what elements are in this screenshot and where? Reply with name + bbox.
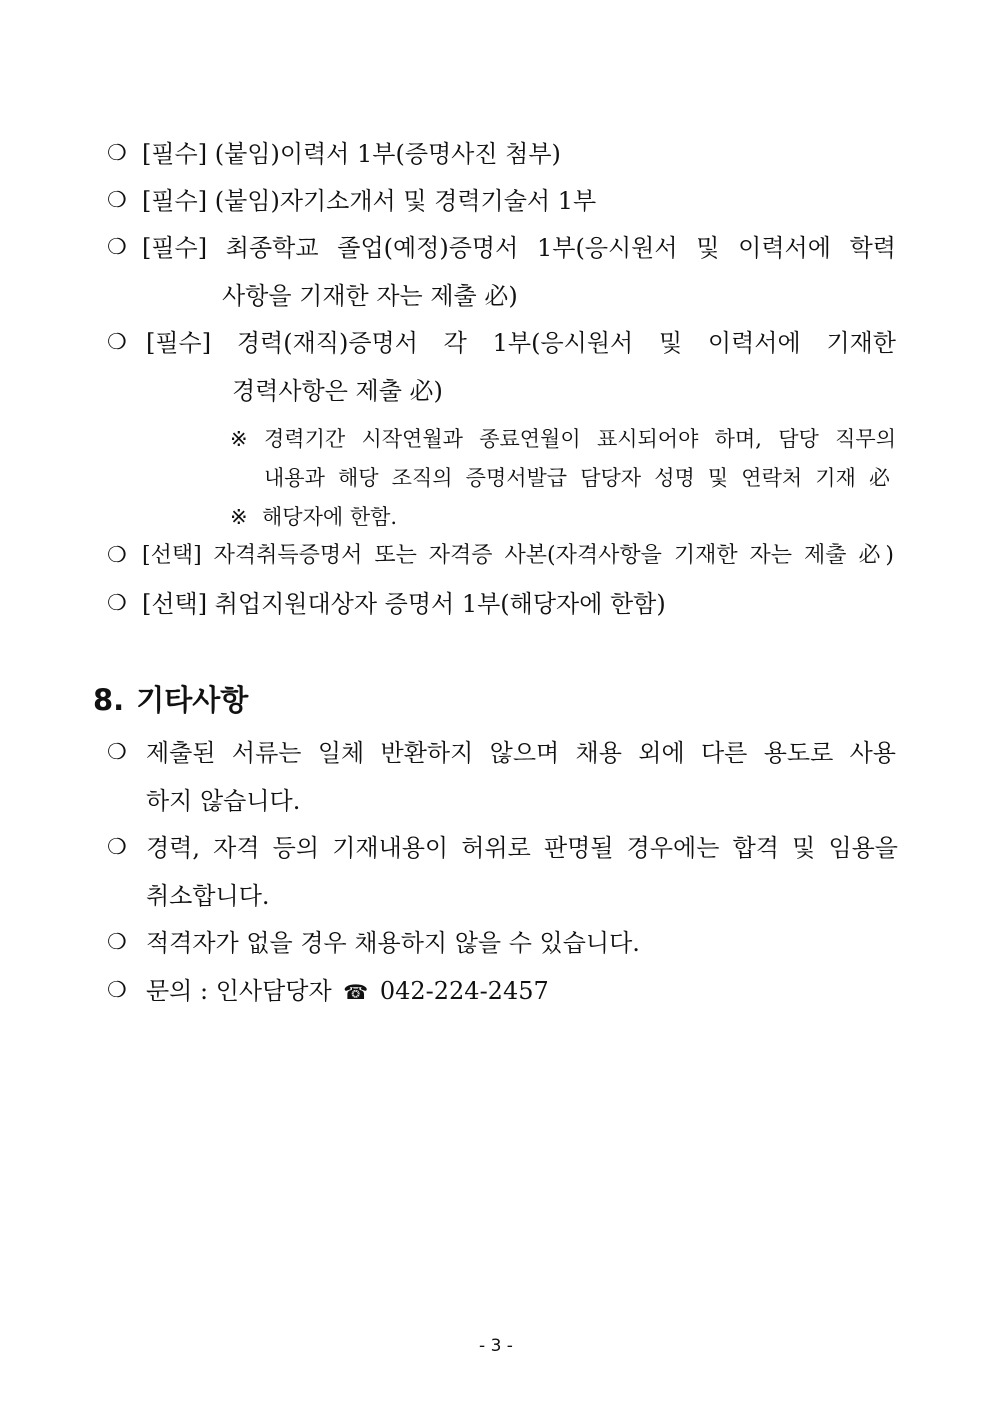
contact-label: 문의 : 인사담당자 xyxy=(146,977,332,1005)
item-text: [선택] 자격취득증명서 또는 자격증 사본(자격사항을 기재한 자는 제출 必) xyxy=(142,543,894,568)
item-text: [필수] (붙임)이력서 1부(증명사진 첨부) xyxy=(142,140,561,168)
item-text-continued: 취소합니다. xyxy=(146,882,270,910)
item-text: [필수] 경력(재직)증명서 각 1부(응시원서 및 이력서에 기재한 xyxy=(146,329,896,357)
note-mark-icon: ※ xyxy=(230,505,248,529)
bullet-icon: ❍ xyxy=(107,141,127,166)
bullet-icon: ❍ xyxy=(107,330,127,355)
bullet-icon: ❍ xyxy=(107,740,127,765)
item-text-continued: 하지 않습니다. xyxy=(146,787,301,815)
section-number: 8. xyxy=(93,683,125,717)
phone-number: 042-224-2457 xyxy=(379,977,549,1005)
contact-text xyxy=(146,976,549,1007)
item-text: [선택] 취업지원대상자 증명서 1부(해당자에 한함) xyxy=(142,590,666,618)
bullet-icon: ❍ xyxy=(107,835,127,860)
telephone-icon: ☎ xyxy=(343,980,369,1004)
page-number: - 3 - xyxy=(479,1336,513,1356)
note-text: 해당자에 한함. xyxy=(262,505,398,529)
bullet-icon: ❍ xyxy=(107,543,127,568)
note-text: 경력기간 시작연월과 종료연월이 표시되어야 하며, 담당 직무의 xyxy=(264,427,896,451)
section-heading xyxy=(93,683,248,717)
bullet-icon: ❍ xyxy=(107,978,127,1003)
bullet-icon: ❍ xyxy=(107,930,127,955)
item-text: 제출된 서류는 일체 반환하지 않으며 채용 외에 다른 용도로 사용 xyxy=(146,739,896,767)
bullet-icon: ❍ xyxy=(107,591,127,616)
item-text-continued: 경력사항은 제출 必) xyxy=(232,377,443,405)
bullet-icon: ❍ xyxy=(107,235,127,260)
item-text-continued: 사항을 기재한 자는 제출 必) xyxy=(222,282,518,310)
item-text: [필수] (붙임)자기소개서 및 경력기술서 1부 xyxy=(142,187,597,215)
section-title: 기타사항 xyxy=(136,683,249,717)
note-mark-icon: ※ xyxy=(230,427,248,451)
item-text: 경력, 자격 등의 기재내용이 허위로 판명될 경우에는 합격 및 임용을 xyxy=(146,834,898,862)
item-text: 적격자가 없을 경우 채용하지 않을 수 있습니다. xyxy=(146,929,640,957)
item-text: [필수] 최종학교 졸업(예정)증명서 1부(응시원서 및 이력서에 학력 xyxy=(142,234,896,262)
note-text-continued: 내용과 해당 조직의 증명서발급 담당자 성명 및 연락처 기재 必 xyxy=(264,466,890,490)
bullet-icon: ❍ xyxy=(107,188,127,213)
